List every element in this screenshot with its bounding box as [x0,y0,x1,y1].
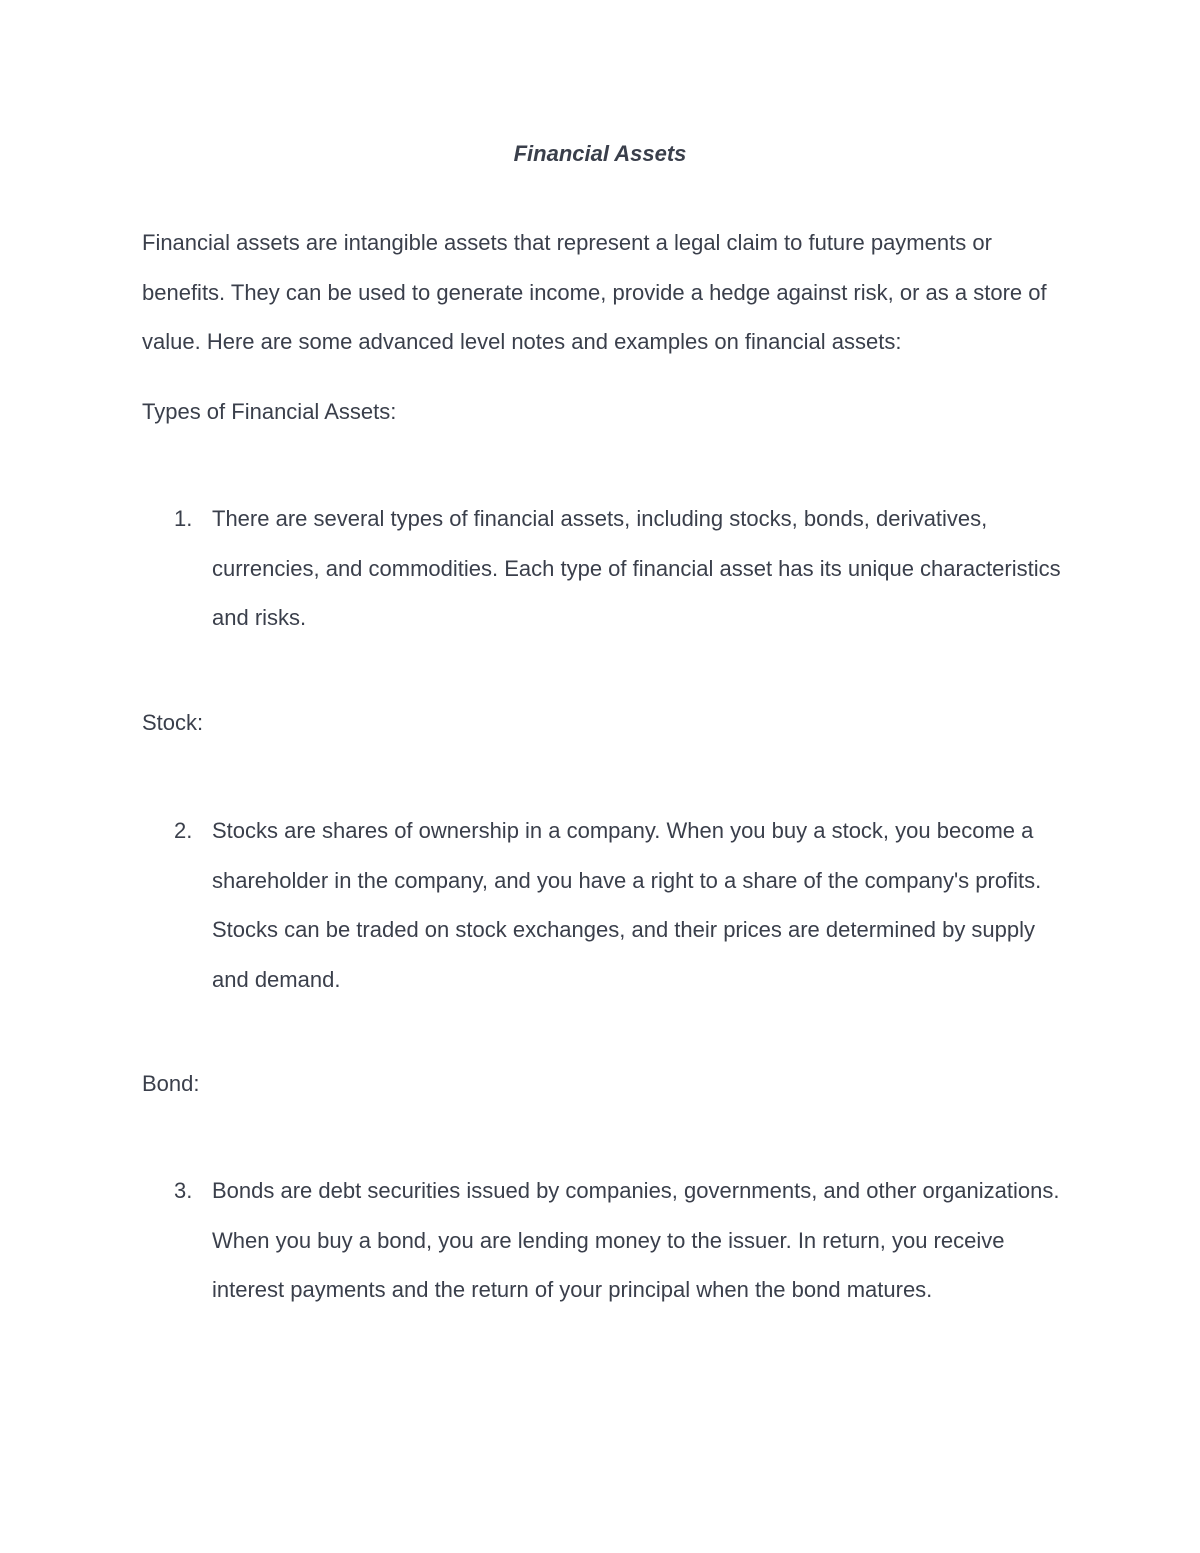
section-heading-stock: Stock: [142,710,204,735]
section-heading-types: Types of Financial Assets: [142,399,397,424]
list-item-text: There are several types of financial assets, including stocks, bonds, derivatives, currencies, and commodities. Each type of financial asset has its unique characteristics and risks. [212,506,1061,630]
list-item-number: 1. [174,506,193,531]
intro-paragraph: Financial assets are intangible assets that represent a legal claim to future payments or benefits. They can be used to generate income, provide a hedge against risk, or as a store of value. Here are some advanced level notes and examples on financial assets: [142,230,1047,354]
section-heading-bond: Bond: [142,1071,200,1096]
document-title: Financial Assets [513,141,687,166]
list-item-3 [142,1166,1072,1315]
list-item-1 [142,494,1072,643]
list-item-text: Bonds are debt securities issued by companies, governments, and other organizations. When you buy a bond, you are lending money to the issuer. In return, you receive interest payments and the return of your principal when the bond matures. [212,1178,1060,1302]
list-item-2 [142,806,1072,1004]
list-item-number: 3. [174,1178,193,1203]
list-item-text: Stocks are shares of ownership in a company. When you buy a stock, you become a shareholder in the company, and you have a right to a share of the company's profits. Stocks can be traded on stock exchanges, and their prices are determined by supply and demand. [212,818,1042,992]
list-item-number: 2. [174,818,193,843]
